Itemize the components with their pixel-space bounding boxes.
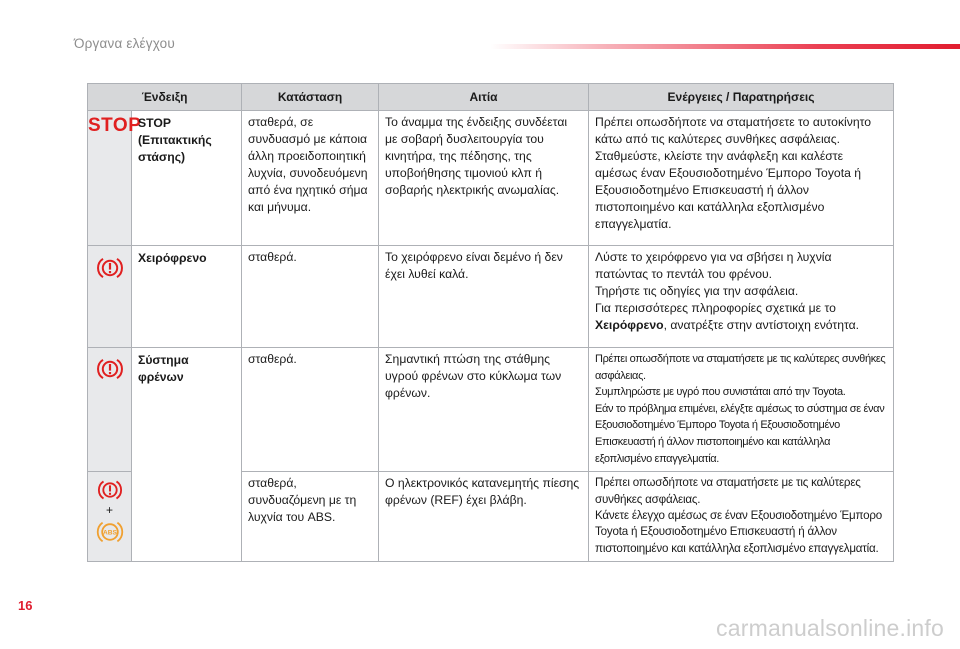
action-reference	[595, 300, 887, 334]
state-cell: σταθερά, συνδυαζόμενη με τη λυχνία του ABS.	[242, 472, 379, 562]
plus-sign: +	[105, 503, 113, 518]
action-ref-prefix: Για περισσότερες πληροφορίες σχετικά με το	[595, 301, 836, 315]
column-header-state: Κατάσταση	[242, 84, 379, 111]
indicator-name: Σύστημα φρένων	[138, 353, 189, 384]
header-accent-bar	[490, 44, 960, 49]
page-number: 16	[18, 598, 33, 613]
indicator-name: (Επιτακτικής	[138, 133, 212, 147]
action-text: Πρέπει οπωσδήποτε να σταματήσετε με τις καλύτερες συνθήκες ασφάλειας.	[595, 476, 861, 506]
table-header-row	[88, 84, 894, 111]
cause-cell: Το άναμμα της ένδειξης συνδέεται με σοβαρή δυσλειτουργία του κινητήρα, της πέδησης, της υποβοήθησης τιμονιού κλπ ή σοβαρής ηλεκτρικής ανωμαλίας.	[379, 111, 589, 246]
indicator-name: Χειρόφρενο	[138, 251, 207, 265]
column-header-actions: Ενέργειες / Παρατηρήσεις	[589, 84, 894, 111]
action-text: Πρέπει οπωσδήποτε να σταματήσετε με τις καλύτερες συνθήκες ασφάλειας.	[595, 353, 886, 382]
table-row	[88, 348, 894, 472]
state-cell: σταθερά.	[242, 246, 379, 348]
indicator-cell	[132, 348, 242, 562]
action-text: Εάν το πρόβλημα επιμένει, ελέγξτε αμέσως το σύστημα σε έναν Εξουσιοδοτημένο Έμπορο Toyota ή Εξουσιοδοτημένο Επισκευαστή ή άλλον πιστοποιημένο και κατάλληλα εξοπλισμένο επαγγελματία.	[595, 402, 885, 465]
brake-warning-icon	[96, 477, 124, 503]
action-text: Πρέπει οπωσδήποτε να σταματήσετε το αυτοκίνητο κάτω από τις καλύτερες συνθήκες ασφάλειας.	[595, 115, 872, 146]
indicator-cell	[132, 246, 242, 348]
stop-icon: STOP	[88, 115, 142, 136]
column-header-indicator: Ένδειξη	[88, 84, 242, 111]
action-text: Σταθμεύστε, κλείστε την ανάφλεξη και καλέστε αμέσως έναν Εξουσιοδοτημένο Έμπορο Toyota ή Εξουσιοδοτημένο Επισκευαστή ή άλλον πιστοποιημένο και κατάλληλα εξοπλισμένο επαγγελματία.	[595, 149, 862, 231]
icon-cell	[88, 348, 132, 472]
table-row	[88, 111, 894, 246]
cause-cell: Ο ηλεκτρονικός κατανεμητής πίεσης φρένων (REF) έχει βλάβη.	[379, 472, 589, 562]
abs-icon-text: ABS	[102, 529, 117, 537]
indicator-name: στάσης)	[138, 150, 186, 164]
actions-cell	[589, 348, 894, 472]
page-header-title: Όργανα ελέγχου	[74, 36, 175, 51]
cause-cell: Το χειρόφρενο είναι δεμένο ή δεν έχει λυθεί καλά.	[379, 246, 589, 348]
indicator-name: STOP	[138, 116, 171, 130]
icon-cell	[88, 472, 132, 562]
action-ref-bold: Χειρόφρενο	[595, 318, 664, 332]
watermark: carmanualsonline.info	[716, 615, 944, 641]
actions-cell	[589, 246, 894, 348]
action-text: Λύστε το χειρόφρενο για να σβήσει η λυχνία πατώντας το πεντάλ του φρένου.	[595, 250, 832, 281]
cause-cell: Σημαντική πτώση της στάθμης υγρού φρένων στο κύκλωμα των φρένων.	[379, 348, 589, 472]
abs-icon	[95, 518, 125, 546]
warning-lights-table	[87, 83, 894, 562]
indicator-cell	[132, 111, 242, 246]
column-header-cause: Αιτία	[379, 84, 589, 111]
brake-warning-icon	[96, 355, 124, 383]
icon-cell	[88, 111, 142, 246]
action-text: Τηρήστε τις οδηγίες για την ασφάλεια.	[595, 284, 799, 298]
action-ref-suffix: , ανατρέξτε στην αντίστοιχη ενότητα.	[663, 318, 860, 332]
brake-warning-icon	[96, 254, 124, 282]
state-cell: σταθερά, σε συνδυασμό με κάποια άλλη προειδοποιητική λυχνία, συνοδευόμενη από ένα ηχητικό σήμα και μήνυμα.	[242, 111, 379, 246]
action-text: Κάνετε έλεγχο αμέσως σε έναν Εξουσιοδοτημένο Έμπορο Toyota ή Εξουσιοδοτημένο Επισκευαστή ή άλλον πιστοποιημένο και κατάλληλα εξοπλισμένο επαγγελματία.	[595, 508, 882, 555]
table-row	[88, 246, 894, 348]
actions-cell	[589, 111, 894, 246]
action-text: Συμπληρώστε με υγρό που συνιστάται από την Toyota.	[595, 386, 846, 399]
icon-cell	[88, 246, 132, 348]
state-cell: σταθερά.	[242, 348, 379, 472]
actions-cell	[589, 472, 894, 562]
